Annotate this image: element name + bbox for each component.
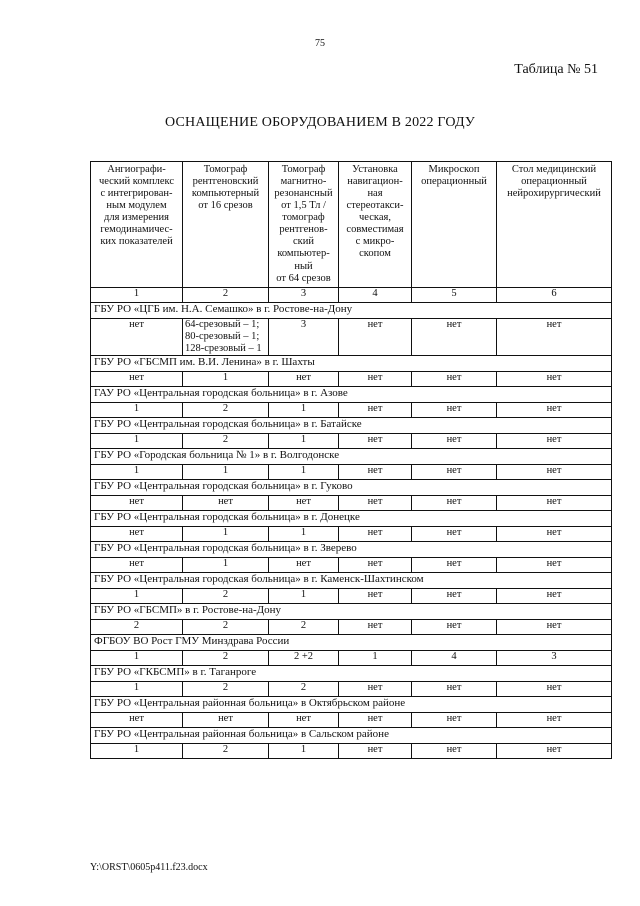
organization-row (91, 603, 612, 619)
value-cell: нет (497, 433, 612, 448)
value-cell: нет (91, 712, 183, 727)
value-cell: нет (412, 433, 497, 448)
value-cell: нет (497, 318, 612, 355)
header-cell: Микроскоп операционный (412, 162, 497, 288)
organization-row (91, 665, 612, 681)
value-cell: нет (497, 712, 612, 727)
value-cell: нет (339, 619, 412, 634)
organization-name: ГБУ РО «ЦГБ им. Н.А. Семашко» в г. Ростове-на-Дону (91, 302, 612, 318)
value-cell: 2 (183, 433, 269, 448)
value-cell: нет (412, 402, 497, 417)
value-cell: нет (497, 495, 612, 510)
value-cell: нет (339, 464, 412, 479)
value-cell: 1 (183, 464, 269, 479)
organization-name: ГБУ РО «Центральная городская больница» в г. Батайске (91, 417, 612, 433)
value-cell: нет (497, 402, 612, 417)
column-number: 2 (183, 287, 269, 302)
value-cell: 1 (269, 588, 339, 603)
value-line: 128-срезовый – 1 (185, 342, 262, 354)
column-number: 5 (412, 287, 497, 302)
value-cell: 1 (183, 557, 269, 572)
value-cell: нет (91, 371, 183, 386)
value-cell: нет (412, 371, 497, 386)
table-body (91, 302, 612, 758)
document-title: ОСНАЩЕНИЕ ОБОРУДОВАНИЕМ В 2022 ГОДУ (165, 115, 475, 130)
value-cell: 1 (91, 743, 183, 758)
value-cell: нет (91, 318, 183, 355)
value-cell: нет (497, 588, 612, 603)
organization-row (91, 386, 612, 402)
value-cell: нет (339, 588, 412, 603)
value-cell: нет (339, 557, 412, 572)
value-cell: нет (183, 495, 269, 510)
value-cell: нет (339, 371, 412, 386)
value-cell: 2 (183, 588, 269, 603)
value-cell: 1 (91, 588, 183, 603)
values-row (91, 318, 612, 355)
header-cell: Томограф магнитно- резонансный от 1,5 Тл / томограф рентгенов- ский компьютер- ный от 64 срезов (269, 162, 339, 288)
organization-name: ГБУ РО «Центральная районная больница» в Октябрьском районе (91, 696, 612, 712)
value-cell: нет (339, 402, 412, 417)
organization-row (91, 479, 612, 495)
value-cell: 1 (269, 464, 339, 479)
organization-name: ГБУ РО «Городская больница № 1» в г. Волгодонске (91, 448, 612, 464)
value-cell: нет (497, 371, 612, 386)
value-cell: нет (412, 557, 497, 572)
value-cell: нет (412, 588, 497, 603)
value-cell: нет (412, 681, 497, 696)
organization-row (91, 302, 612, 318)
value-cell: нет (497, 557, 612, 572)
table-label: Таблица № 51 (514, 62, 598, 77)
value-line: 64-срезовый – 1; (185, 318, 260, 330)
values-row (91, 464, 612, 479)
value-cell: 1 (91, 464, 183, 479)
page-number: 75 (315, 38, 325, 49)
value-cell: нет (91, 557, 183, 572)
organization-row (91, 727, 612, 743)
organization-row (91, 541, 612, 557)
value-cell: нет (91, 526, 183, 541)
value-cell: нет (269, 371, 339, 386)
values-row (91, 402, 612, 417)
organization-row (91, 696, 612, 712)
values-row (91, 495, 612, 510)
organization-row (91, 417, 612, 433)
value-cell: 1 (269, 526, 339, 541)
values-row (91, 650, 612, 665)
value-cell: 1 (91, 681, 183, 696)
value-cell: нет (412, 743, 497, 758)
value-cell: 2 (269, 619, 339, 634)
organization-row (91, 448, 612, 464)
value-cell: 3 (269, 318, 339, 355)
column-number: 4 (339, 287, 412, 302)
organization-row (91, 355, 612, 371)
value-cell: нет (339, 495, 412, 510)
value-cell: 2 (183, 402, 269, 417)
value-cell: 1 (91, 402, 183, 417)
header-cell: Стол медицинский операционный нейрохирургический (497, 162, 612, 288)
value-cell: нет (497, 681, 612, 696)
value-cell: нет (497, 526, 612, 541)
values-row (91, 371, 612, 386)
value-cell: нет (339, 433, 412, 448)
value-cell: 1 (269, 402, 339, 417)
organization-name: ГБУ РО «Центральная городская больница» в г. Каменск-Шахтинском (91, 572, 612, 588)
value-cell: 1 (183, 526, 269, 541)
values-row (91, 743, 612, 758)
organization-row (91, 572, 612, 588)
column-number: 3 (269, 287, 339, 302)
value-cell: 2 (183, 619, 269, 634)
value-cell: нет (269, 557, 339, 572)
equipment-table (90, 161, 612, 759)
column-number: 6 (497, 287, 612, 302)
organization-name: ГБУ РО «ГБСМП» в г. Ростове-на-Дону (91, 603, 612, 619)
organization-name: ФГБОУ ВО Рост ГМУ Минздрава России (91, 634, 612, 650)
value-cell: нет (183, 712, 269, 727)
value-cell: нет (412, 318, 497, 355)
value-cell: 4 (412, 650, 497, 665)
value-cell: 1 (91, 433, 183, 448)
value-cell: нет (269, 495, 339, 510)
values-row (91, 557, 612, 572)
organization-name: ГБУ РО «ГБСМП им. В.И. Ленина» в г. Шахты (91, 355, 612, 371)
file-path-footer: Y:\ORST\0605p411.f23.docx (90, 862, 208, 873)
organization-row (91, 634, 612, 650)
value-cell: нет (339, 712, 412, 727)
values-row (91, 588, 612, 603)
value-cell: нет (269, 712, 339, 727)
values-row (91, 526, 612, 541)
header-row (91, 162, 612, 288)
value-cell: нет (497, 464, 612, 479)
values-row (91, 619, 612, 634)
values-row (91, 681, 612, 696)
organization-name: ГБУ РО «Центральная городская больница» в г. Гуково (91, 479, 612, 495)
value-cell: нет (91, 495, 183, 510)
organization-name: ГАУ РО «Центральная городская больница» в г. Азове (91, 386, 612, 402)
header-cell: Ангиографи- ческий комплекс с интегрирован- ным модулем для измерения гемодинамичес- ких показателей (91, 162, 183, 288)
value-cell (183, 318, 269, 355)
value-cell: нет (339, 318, 412, 355)
value-cell: 1 (91, 650, 183, 665)
organization-name: ГБУ РО «Центральная городская больница» в г. Донецке (91, 510, 612, 526)
value-cell: нет (497, 743, 612, 758)
value-cell: нет (339, 743, 412, 758)
column-number-row (91, 287, 612, 302)
organization-name: ГБУ РО «Центральная городская больница» в г. Зверево (91, 541, 612, 557)
value-cell: 2 (91, 619, 183, 634)
value-cell: 2 +2 (269, 650, 339, 665)
column-number: 1 (91, 287, 183, 302)
value-cell: нет (412, 619, 497, 634)
header-cell: Установка навигацион- ная стереотакси- ческая, совместимая с микро- скопом (339, 162, 412, 288)
value-cell: 1 (269, 433, 339, 448)
value-cell: 3 (497, 650, 612, 665)
values-row (91, 433, 612, 448)
value-cell: 1 (339, 650, 412, 665)
value-cell: нет (412, 464, 497, 479)
value-cell: 1 (269, 743, 339, 758)
value-cell: 2 (183, 650, 269, 665)
value-cell: нет (412, 495, 497, 510)
value-cell: нет (412, 526, 497, 541)
value-cell: 2 (183, 681, 269, 696)
value-cell: 2 (183, 743, 269, 758)
organization-row (91, 510, 612, 526)
value-cell: 2 (269, 681, 339, 696)
organization-name: ГБУ РО «ГКБСМП» в г. Таганроге (91, 665, 612, 681)
value-cell: нет (412, 712, 497, 727)
value-cell: нет (497, 619, 612, 634)
value-line: 80-срезовый – 1; (185, 330, 260, 342)
value-cell: нет (339, 681, 412, 696)
organization-name: ГБУ РО «Центральная районная больница» в Сальском районе (91, 727, 612, 743)
values-row (91, 712, 612, 727)
value-cell: нет (339, 526, 412, 541)
value-cell: 1 (183, 371, 269, 386)
header-cell: Томограф рентгеновский компьютерный от 16 срезов (183, 162, 269, 288)
